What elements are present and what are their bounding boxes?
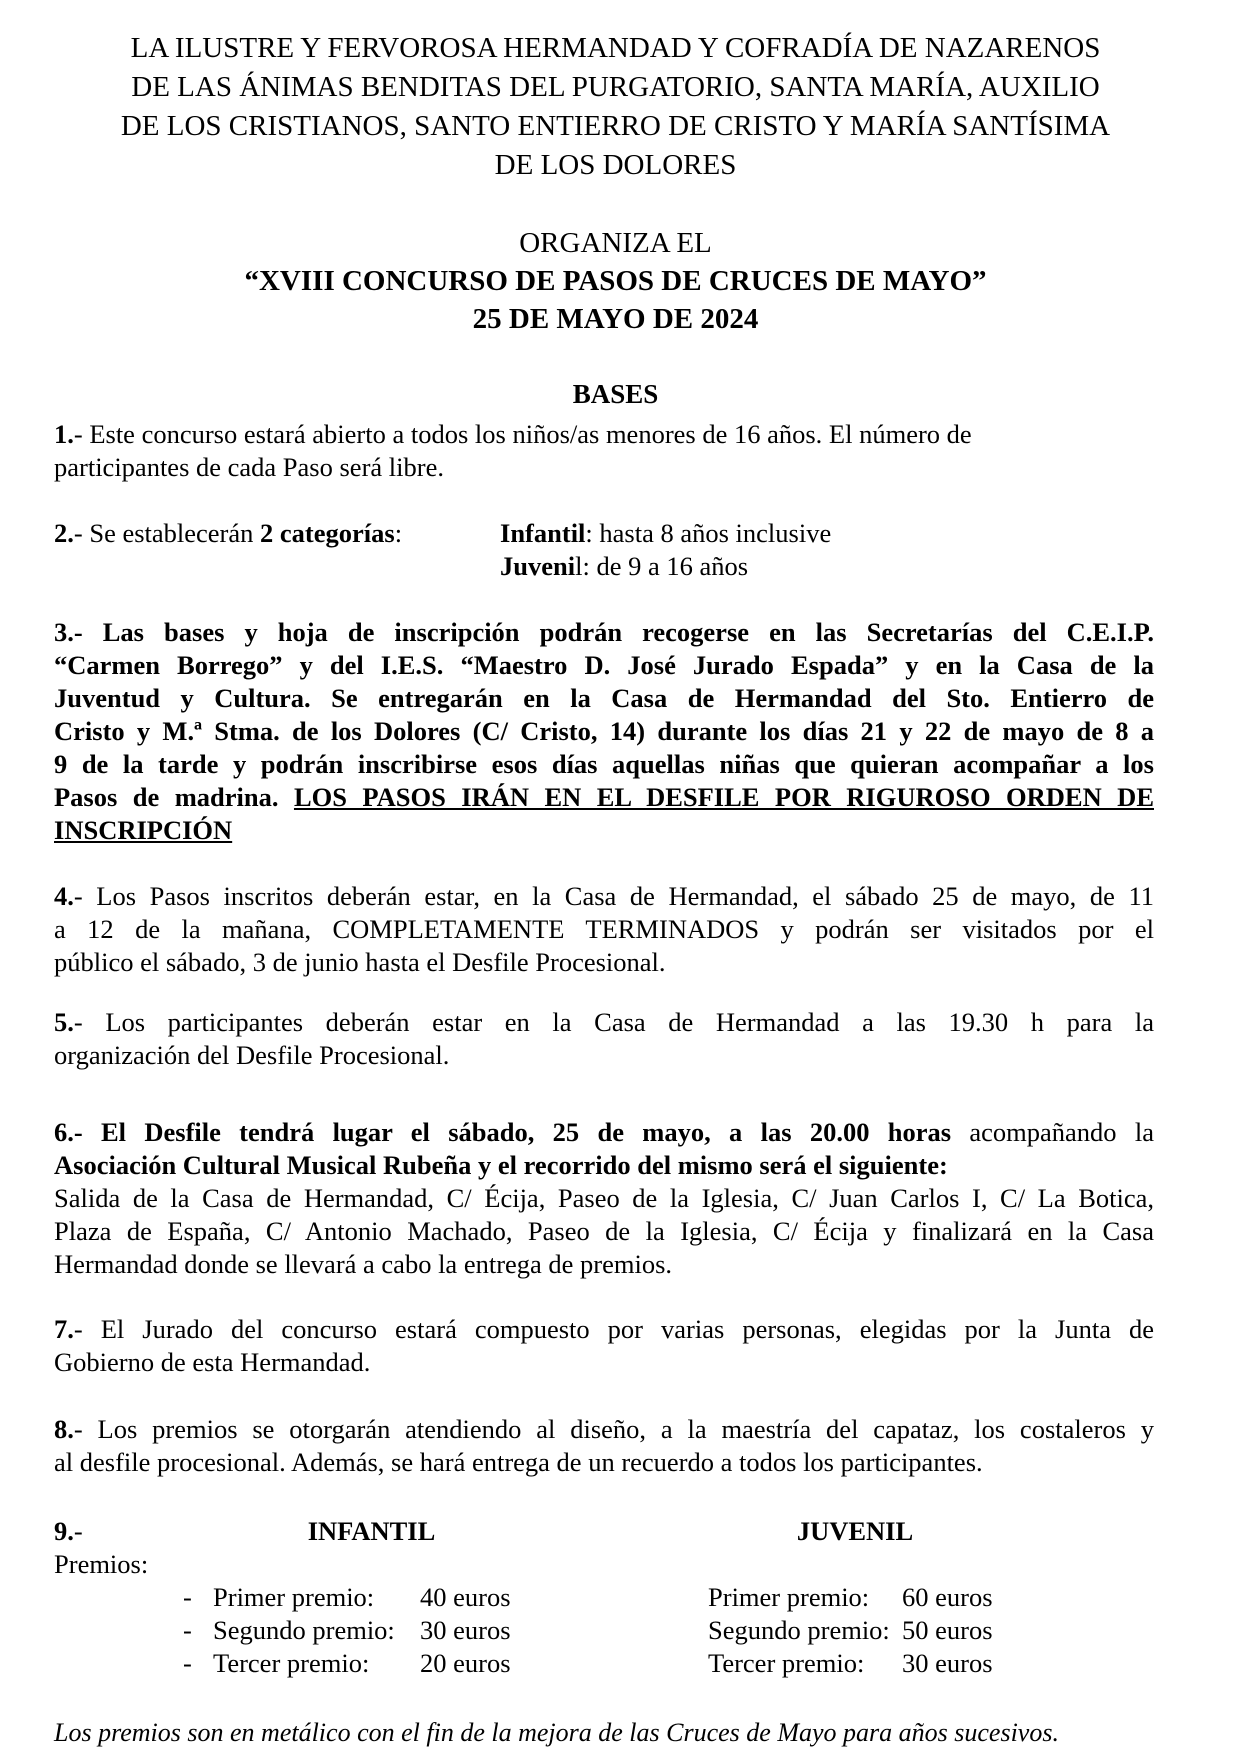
prize-label: Tercer premio: — [708, 1648, 865, 1678]
text-line: Cristo y M.ª Stma. de los Dolores (C/ Cristo, 14) durante los días 21 y 22 de mayo de 8 a — [54, 716, 1154, 746]
text-line: Hermandad donde se llevará a cabo la entrega de premios. — [54, 1249, 673, 1279]
prize-value: 30 euros — [902, 1648, 993, 1678]
paragraph-2-line-2: Juvenil: de 9 a 16 años — [500, 551, 749, 581]
text-line: “Carmen Borrego” y del I.E.S. “Maestro D. José Jurado Espada” y en la Casa de la — [54, 650, 1154, 680]
prize-value: 50 euros — [902, 1615, 993, 1645]
paragraph-7 — [54, 1313, 1154, 1379]
infantil-header: INFANTIL — [307, 1516, 436, 1546]
paragraph-8 — [54, 1413, 1154, 1479]
prize-label: Tercer premio: — [213, 1648, 370, 1678]
footer-note: Los premios son en metálico con el fin de la mejora de las Cruces de Mayo para años sucesivos. — [54, 1718, 1059, 1747]
title-line-2: DE LAS ÁNIMAS BENDITAS DEL PURGATORIO, SANTA MARÍA, AUXILIO — [131, 71, 1100, 103]
paragraph-2-line-1: 2.- Se establecerán 2 categorías: Infantil: hasta 8 años inclusive — [54, 518, 832, 548]
prize-label: Primer premio: — [708, 1582, 870, 1612]
text-line: Gobierno de esta Hermandad. — [54, 1347, 371, 1377]
premios-row-2 — [54, 1614, 1154, 1647]
prize-label: Segundo premio: — [708, 1615, 890, 1645]
text-line: Pasos de madrina. LOS PASOS IRÁN EN EL DESFILE POR RIGUROSO ORDEN DE — [54, 782, 1154, 812]
dash-bullet: - — [183, 1582, 192, 1612]
premios-label: 9.- Premios: — [54, 1516, 149, 1579]
document-title — [48, 29, 1183, 185]
organiza-line: ORGANIZA EL — [519, 227, 712, 259]
text-line: 4.- Los Pasos inscritos deberán estar, en la Casa de Hermandad, el sábado 25 de mayo, de 11 — [54, 881, 1154, 911]
concurso-date-line: 25 DE MAYO DE 2024 — [472, 303, 759, 335]
prize-value: 30 euros — [420, 1615, 511, 1645]
text-line: a 12 de la mañana, COMPLETAMENTE TERMINADOS y podrán ser visitados por el — [54, 914, 1154, 944]
dash-bullet: - — [183, 1615, 192, 1645]
text-line: 7.- El Jurado del concurso estará compuesto por varias personas, elegidas por la Junta de — [54, 1314, 1154, 1344]
text-line: Plaza de España, C/ Antonio Machado, Paseo de la Iglesia, C/ Écija y finalizará en la Casa — [54, 1216, 1154, 1246]
text-line: 1.- Este concurso estará abierto a todos los niños/as menores de 16 años. El número de — [54, 419, 972, 449]
paragraph-6 — [54, 1116, 1154, 1281]
dash-bullet: - — [183, 1648, 192, 1678]
text-line: 8.- Los premios se otorgarán atendiendo al diseño, a la maestría del capataz, los costaleros y — [54, 1414, 1154, 1444]
organiza-block — [48, 224, 1183, 338]
text-line: Juventud y Cultura. Se entregarán en la Casa de Hermandad del Sto. Entierro de — [54, 683, 1154, 713]
prize-value: 60 euros — [902, 1582, 993, 1612]
juvenil-header: JUVENIL — [796, 1516, 914, 1546]
text-line: al desfile procesional. Además, se hará entrega de un recuerdo a todos los participantes. — [54, 1447, 983, 1477]
prize-label: Segundo premio: — [213, 1615, 395, 1645]
title-line-4: DE LOS DOLORES — [494, 149, 737, 181]
prize-value: 20 euros — [420, 1648, 511, 1678]
text-line: participantes de cada Paso será libre. — [54, 452, 444, 482]
text-line: 5.- Los participantes deberán estar en la Casa de Hermandad a las 19.30 h para la — [54, 1007, 1154, 1037]
prize-value: 40 euros — [420, 1582, 511, 1612]
bases-heading: BASES — [572, 379, 659, 409]
text-line: organización del Desfile Procesional. — [54, 1040, 450, 1070]
text-line: 3.- Las bases y hoja de inscripción podrán recogerse en las Secretarías del C.E.I.P. — [54, 617, 1154, 647]
title-line-3: DE LOS CRISTIANOS, SANTO ENTIERRO DE CRISTO Y MARÍA SANTÍSIMA — [120, 110, 1111, 142]
paragraph-2 — [54, 517, 1154, 583]
paragraph-4 — [54, 880, 1154, 979]
paragraph-3 — [54, 616, 1154, 847]
text-line: público el sábado, 3 de junio hasta el Desfile Procesional. — [54, 947, 666, 977]
text-line: Salida de la Casa de Hermandad, C/ Écija, Paseo de la Iglesia, C/ Juan Carlos I, C/ La Botica, — [54, 1183, 1154, 1213]
text-line: 9 de la tarde y podrán inscribirse esos días aquellas niñas que quieran acompañar a los — [54, 749, 1154, 779]
categoria-infantil: Infantil — [500, 518, 586, 548]
premios-section — [54, 1515, 1154, 1680]
categorias-label: 2.- Se establecerán 2 categorías: — [54, 518, 403, 548]
paragraph-5 — [54, 1006, 1154, 1072]
paragraph-1 — [54, 418, 1154, 484]
text-line: INSCRIPCIÓN — [54, 815, 233, 845]
prize-label: Primer premio: — [213, 1582, 375, 1612]
premios-header-row — [54, 1515, 1154, 1581]
premios-row-1 — [54, 1581, 1154, 1614]
title-line-1: LA ILUSTRE Y FERVOROSA HERMANDAD Y COFRADÍA DE NAZARENOS — [130, 32, 1101, 64]
text-line: Asociación Cultural Musical Rubeña y el recorrido del mismo será el siguiente: — [54, 1150, 948, 1180]
text-line: 6.- El Desfile tendrá lugar el sábado, 25 de mayo, a las 20.00 horas acompañando la — [54, 1117, 1154, 1147]
premios-row-3 — [54, 1647, 1154, 1680]
concurso-title-line: “XVIII CONCURSO DE PASOS DE CRUCES DE MAYO” — [244, 265, 987, 297]
bases-body — [54, 418, 1154, 1749]
categoria-juvenil: Juveni — [500, 551, 576, 581]
